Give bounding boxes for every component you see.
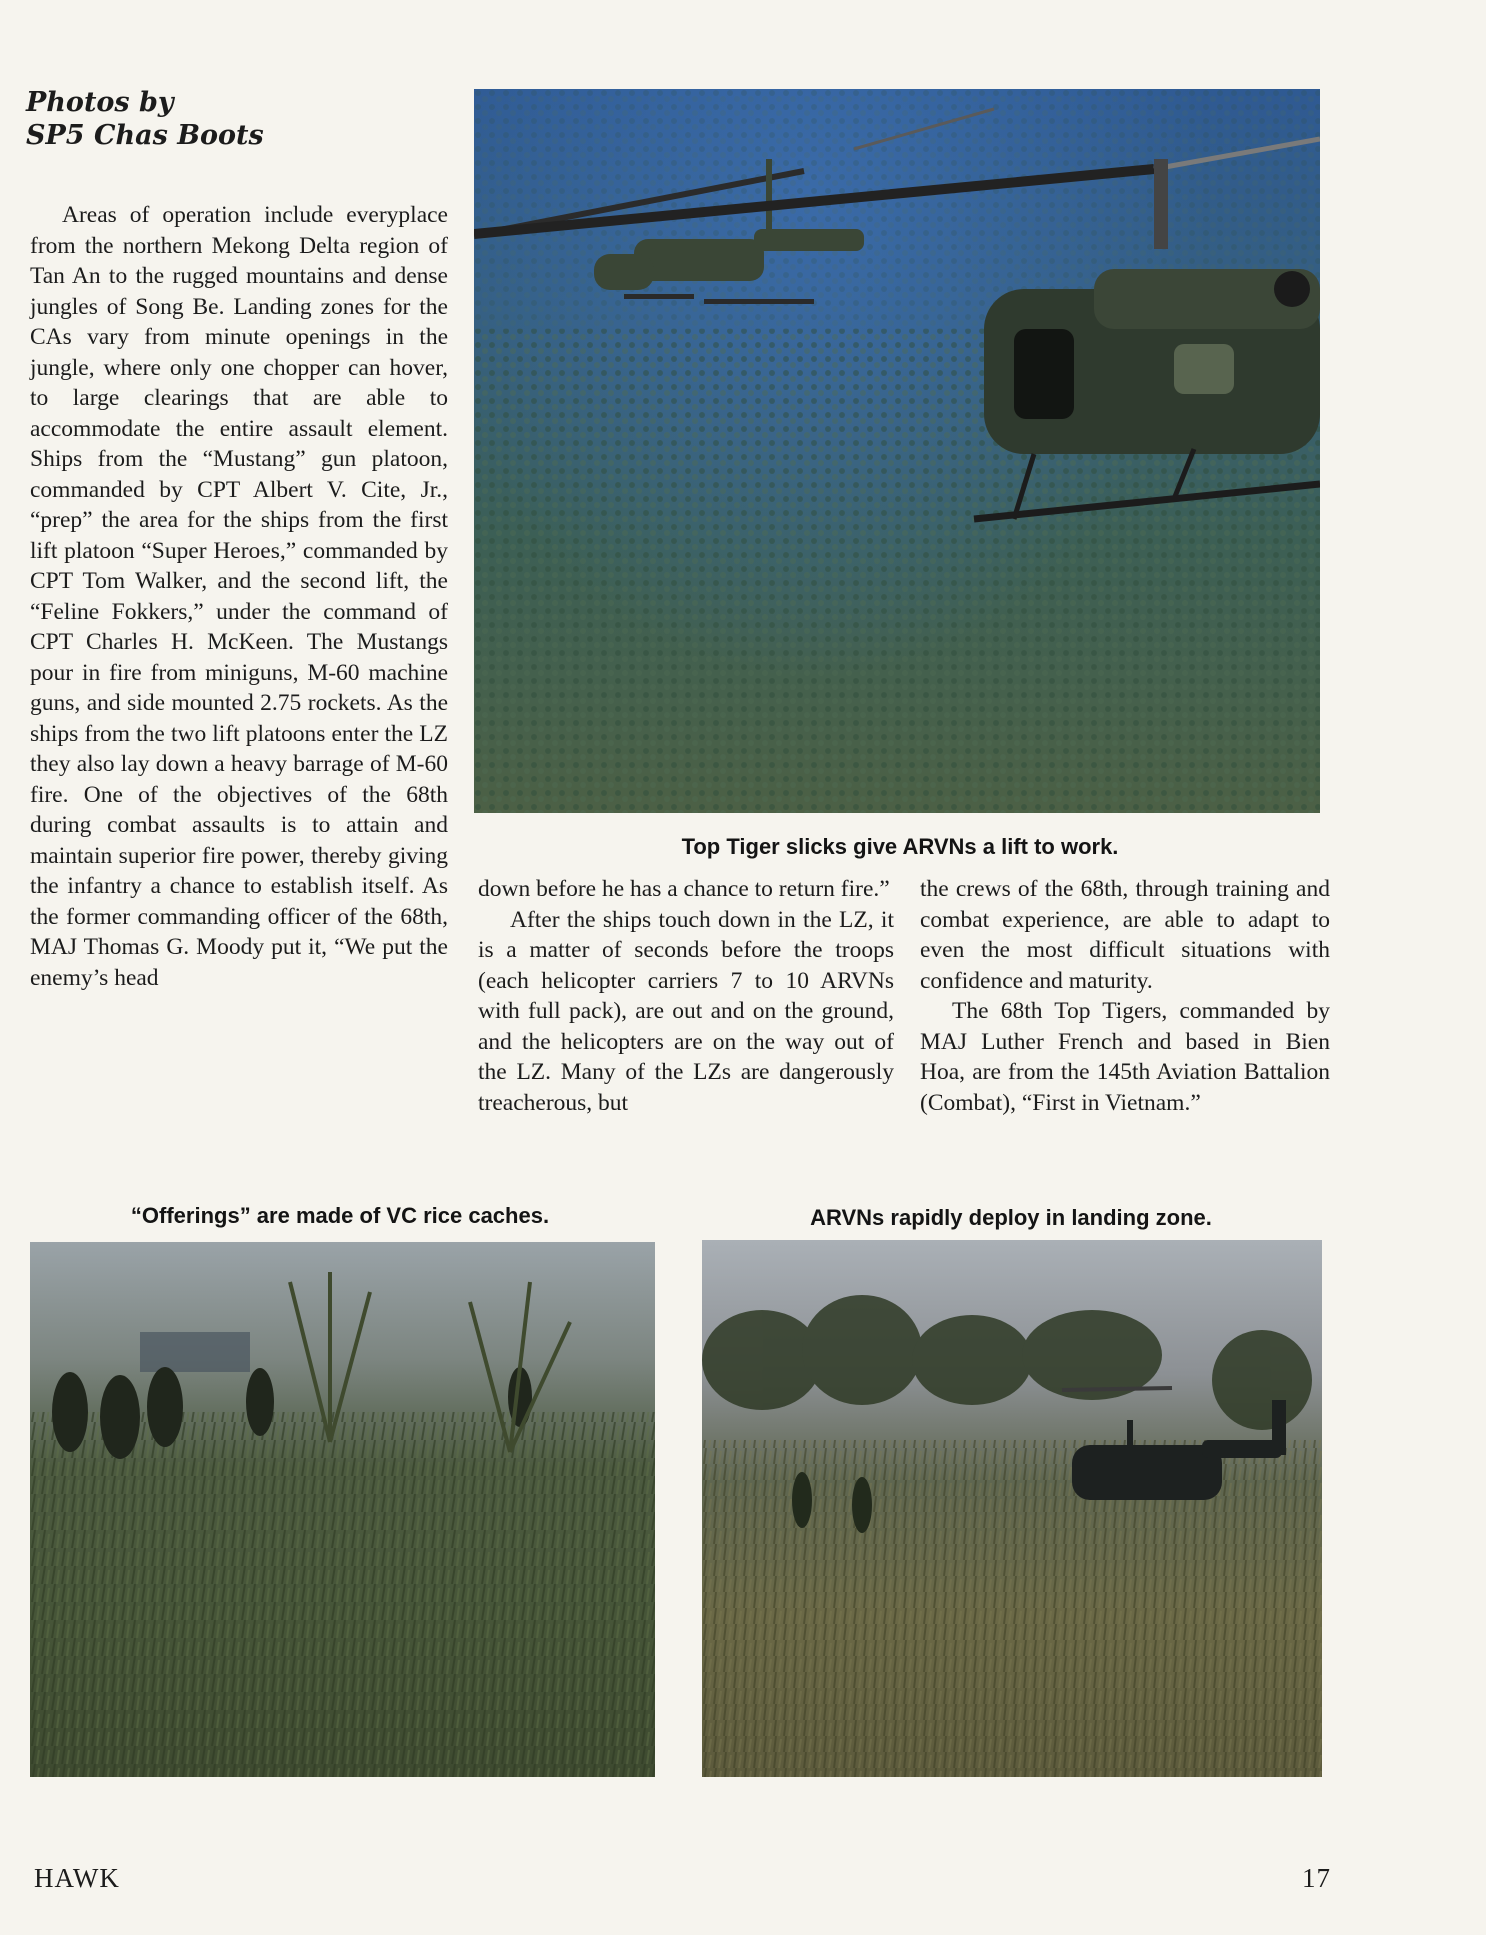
paragraph: down before he has a chance to return fire.” — [478, 876, 890, 902]
caption-bottom-right-photo: ARVNs rapidly deploy in landing zone. — [810, 1205, 1212, 1230]
paragraph: the crews of the 68th, through training and combat experience, are able to adapt to even the most difficult situations with confidence and maturity. — [920, 876, 1330, 994]
troops-illustration — [30, 1242, 655, 1777]
landing-zone-illustration — [702, 1240, 1322, 1777]
helicopter-illustration — [474, 89, 1320, 813]
paragraph: After the ships touch down in the LZ, it is a matter of seconds before the troops (each helicopter carriers 7 to 10 ARVNs with full pack), are out and on the ground, and the helicopters are on the way out of the LZ. Many of the LZs are dangerously treacherous, but — [478, 906, 894, 1116]
photo-credit — [26, 86, 446, 152]
credit-line-2: SP5 Chas Boots — [26, 120, 264, 151]
text-column-right — [920, 874, 1330, 1118]
page-number: 17 — [1302, 1863, 1331, 1893]
caption-top-photo: Top Tiger slicks give ARVNs a lift to work. — [681, 834, 1119, 859]
text-column-middle — [478, 874, 894, 1118]
photo-troops-in-grass — [30, 1242, 655, 1777]
text-column-left — [30, 200, 448, 993]
photo-helicopters-in-flight — [474, 89, 1320, 813]
paragraph: The 68th Top Tigers, commanded by MAJ Luther French and based in Bien Hoa, are from the 145th Aviation Battalion (Combat), “First in Vietnam.” — [920, 998, 1330, 1116]
publication-name: HAWK — [34, 1863, 120, 1893]
photo-landing-zone-helicopter — [702, 1240, 1322, 1777]
caption-bottom-left-photo: “Offerings” are made of VC rice caches. — [130, 1203, 550, 1228]
credit-line-1: Photos by — [26, 87, 174, 118]
paragraph: Areas of operation include everyplace from the northern Mekong Delta region of Tan An to the rugged mountains and dense jungles of Song Be. Landing zones for the CAs vary from minute openings in the jungle, where only one chopper can hover, to large clearings that are able to accommodate the entire assault element. Ships from the “Mustang” gun platoon, commanded by CPT Albert V. Cite, Jr., “prep” the area for the ships from the first lift platoon “Super Heroes,” commanded by CPT Tom Walker, and the second lift, the “Feline Fokkers,” under the command of CPT Charles H. McKeen. The Mustangs pour in fire from miniguns, M-60 machine guns, and side mounted 2.75 rockets. As the ships from the two lift platoons enter the LZ they also lay down a heavy barrage of M-60 fire. One of the objectives of the 68th during combat assaults is to attain and maintain superior fire power, thereby giving the infantry a chance to establish itself. As the former commanding officer of the 68th, MAJ Thomas G. Moody put it, “We put the enemy’s head — [30, 202, 448, 991]
